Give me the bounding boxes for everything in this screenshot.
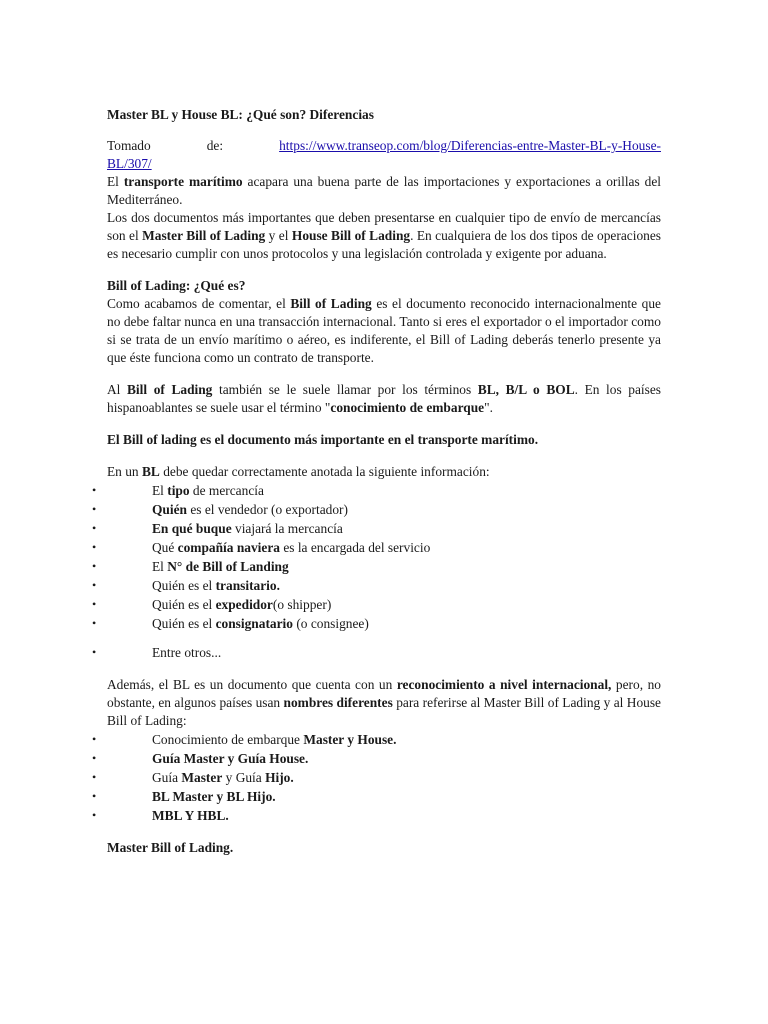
- info-list: [92, 481, 661, 633]
- section-heading-bill-of-lading: Bill of Lading: ¿Qué es?: [107, 278, 246, 293]
- list-item: • En qué buque viajará la mercancía: [92, 521, 343, 536]
- list-item: • Quién es el transitario.: [92, 578, 280, 593]
- intro-paragraph-2: Los dos documentos más importantes que deben presentarse en cualquier tipo de envío de mercancías son el Master Bill of Lading y el House Bill of Lading. En cualquiera de los dos tipos de operaciones es necesario cumplir con unos protocolos y una legislación controlada y exigente por aduana.: [107, 210, 661, 261]
- list-item: • Guía Master y Guía House.: [92, 751, 309, 766]
- list-item: • Quién es el expedidor(o shipper): [92, 597, 332, 612]
- source-label: Tomado de:: [107, 138, 224, 153]
- list-item: • Guía Master y Guía Hijo.: [92, 770, 294, 785]
- list-item-others: • Entre otros...: [92, 645, 222, 660]
- list-item: • Quién es el vendedor (o exportador): [92, 502, 348, 517]
- intro-paragraph-1: El transporte marítimo acapara una buena parte de las importaciones y exportaciones a orillas del Mediterráneo.: [107, 174, 661, 207]
- bol-paragraph-2: Al Bill of Lading también se le suele llamar por los términos BL, B/L o BOL. En los países hispanoablantes se suele usar el término "conocimiento de embarque".: [107, 382, 661, 415]
- source-line: [107, 137, 661, 155]
- list-item: • MBL Y HBL.: [92, 808, 229, 823]
- list-item: • El N° de Bill of Landing: [92, 559, 289, 574]
- important-heading: El Bill of lading es el documento más importante en el transporte marítimo.: [107, 432, 539, 447]
- source-link[interactable]: https://www.transeop.com/blog/Diferencias-entre-Master-BL-y-House-: [279, 138, 661, 153]
- names-paragraph: Además, el BL es un documento que cuenta con un reconocimiento a nivel internacional, pero, no obstante, en algunos países usan nombres diferentes para referirse al Master Bill of Lading y al House Bill of Lading:: [107, 677, 661, 728]
- bol-paragraph-1: Como acabamos de comentar, el Bill of Lading es el documento reconocido internacionalmente que no debe faltar nunca en una transacción internacional. Tanto si eres el exportador o el importador como si se trata de un envío marítimo o aéreo, es indiferente, el Bill of Lading deberás tenerlo presente ya que éste funciona como un contrato de transporte.: [107, 296, 661, 365]
- info-intro: En un BL debe quedar correctamente anotada la siguiente información:: [107, 464, 490, 479]
- document-body: [92, 106, 661, 857]
- list-item: • Qué compañía naviera es la encargada del servicio: [92, 540, 431, 555]
- master-bill-heading: Master Bill of Lading.: [107, 840, 234, 855]
- list-item: • Quién es el consignatario (o consignee): [92, 616, 369, 631]
- source-line-2: [107, 155, 661, 173]
- page-title: Master BL y House BL: ¿Qué son? Diferencias: [107, 107, 374, 122]
- others-list: [92, 643, 661, 662]
- names-list: [92, 730, 661, 825]
- source-link-continued[interactable]: BL/307/: [107, 156, 152, 171]
- list-item: • BL Master y BL Hijo.: [92, 789, 276, 804]
- list-item: • El tipo de mercancía: [92, 483, 264, 498]
- list-item: • Conocimiento de embarque Master y House.: [92, 732, 397, 747]
